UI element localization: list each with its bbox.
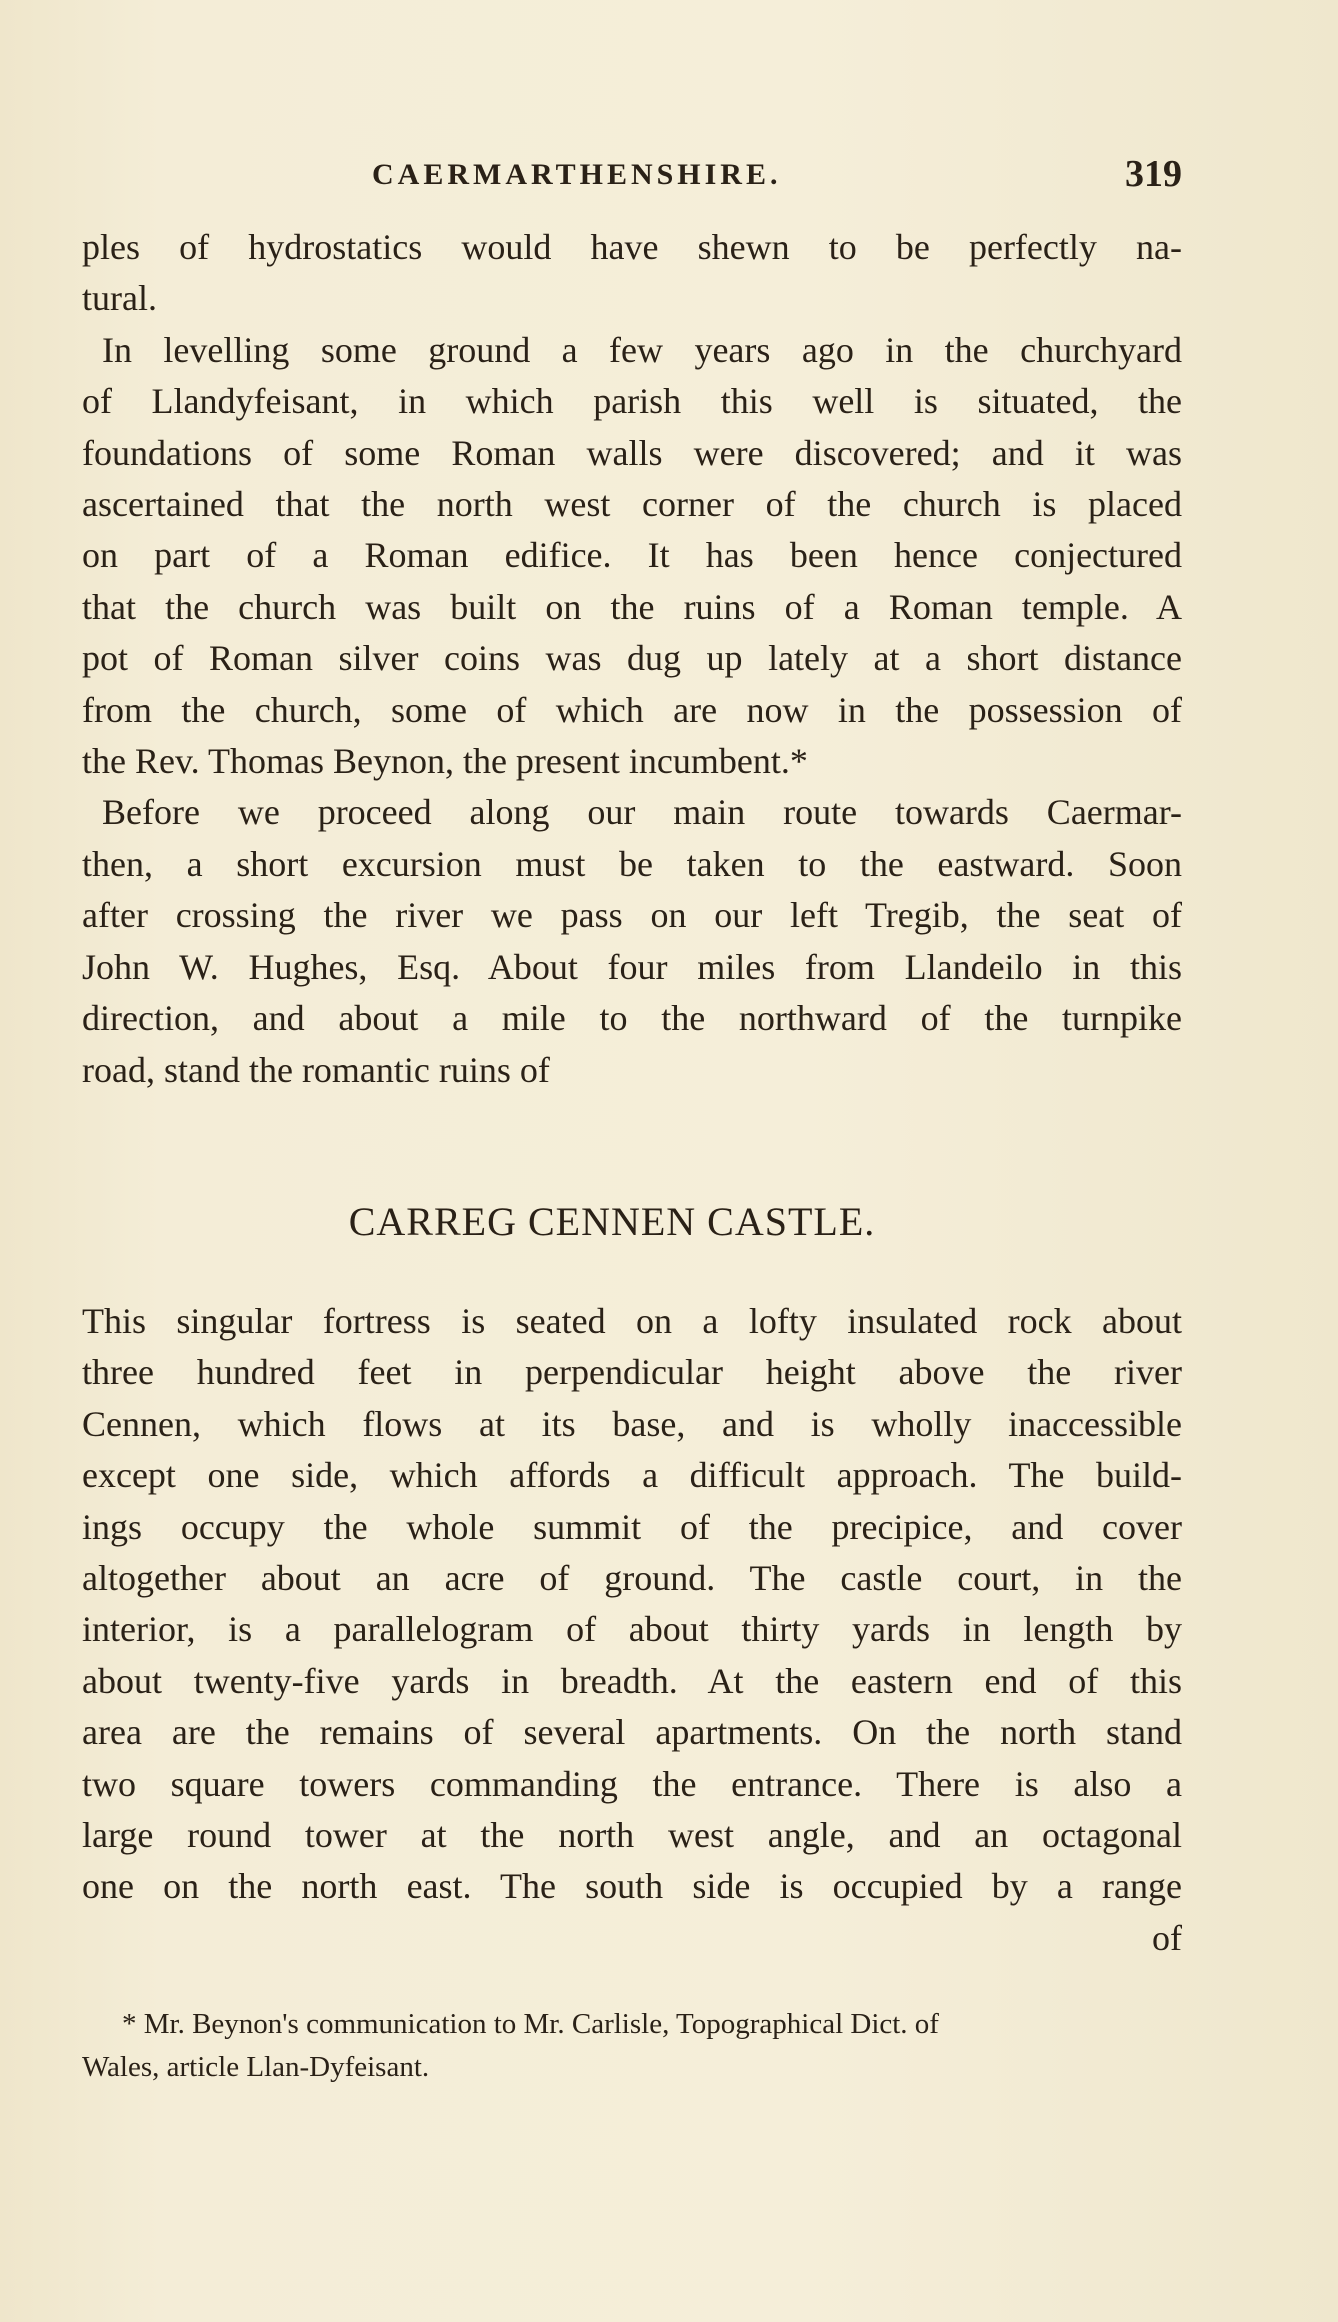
text-line: two square towers commanding the entrance. There is also a — [82, 1763, 1182, 1804]
text-line: after crossing the river we pass on our left Tregib, the seat of — [82, 895, 1182, 936]
text-line: ings occupy the whole summit of the precipice, and cover — [82, 1506, 1182, 1547]
text-line: from the church, some of which are now in the possession of — [82, 689, 1182, 730]
running-head: CAERMARTHENSHIRE. — [372, 158, 782, 191]
page-number: 319 — [1125, 153, 1182, 195]
text-line: that the church was built on the ruins of a Roman temple. A — [82, 586, 1182, 627]
text-line: interior, is a parallelogram of about thirty yards in length by — [82, 1609, 1182, 1650]
text-line: pot of Roman silver coins was dug up lately at a short distance — [82, 638, 1182, 679]
text-line: John W. Hughes, Esq. About four miles from Llandeilo in this — [82, 946, 1182, 987]
footnote — [82, 2003, 1182, 2089]
text-line: altogether about an acre of ground. The castle court, in the — [82, 1557, 1182, 1598]
footnote-line: Wales, article Llan-Dyfeisant. — [82, 2051, 430, 2083]
text-line: tural. — [82, 278, 157, 319]
text-line: ples of hydrostatics would have shewn to be perfectly na- — [82, 227, 1182, 267]
text-line: Cennen, which flows at its base, and is wholly inaccessible — [82, 1403, 1182, 1444]
text-line: Before we proceed along our main route towards Caermar- — [102, 792, 1182, 833]
text-line: one on the north east. The south side is occupied by a range — [82, 1866, 1182, 1907]
text-line: This singular fortress is seated on a lofty insulated rock about — [82, 1300, 1182, 1341]
text-line: In levelling some ground a few years ago in the churchyard — [102, 329, 1182, 370]
text-line: on part of a Roman edifice. It has been hence conjectured — [82, 535, 1182, 576]
text-line: three hundred feet in perpendicular height above the river — [82, 1352, 1182, 1393]
text-line: direction, and about a mile to the northward of the turnpike — [82, 998, 1182, 1039]
text-line: road, stand the romantic ruins of — [82, 1049, 550, 1090]
text-line: about twenty-five yards in breadth. At the eastern end of this — [82, 1660, 1182, 1701]
catchword: of — [1152, 1917, 1182, 1958]
text-line: large round tower at the north west angle, and an octagonal — [82, 1814, 1182, 1855]
text-line: then, a short excursion must be taken to the eastward. Soon — [82, 843, 1182, 884]
text-line: except one side, which affords a difficult approach. The build- — [82, 1455, 1182, 1496]
section-heading: CARREG CENNEN CASTLE. — [348, 1198, 876, 1244]
text-line: the Rev. Thomas Beynon, the present incumbent.* — [82, 741, 808, 782]
footnote-line: * Mr. Beynon's communication to Mr. Carlisle, Topographical Dict. of — [122, 2008, 939, 2040]
text-line: foundations of some Roman walls were discovered; and it was — [82, 432, 1182, 473]
text-line: of Llandyfeisant, in which parish this well is situated, the — [82, 381, 1182, 422]
text-line: area are the remains of several apartments. On the north stand — [82, 1712, 1182, 1753]
body-text — [82, 222, 1182, 1964]
text-line: ascertained that the north west corner of the church is placed — [82, 484, 1182, 525]
page-header — [82, 152, 1182, 202]
